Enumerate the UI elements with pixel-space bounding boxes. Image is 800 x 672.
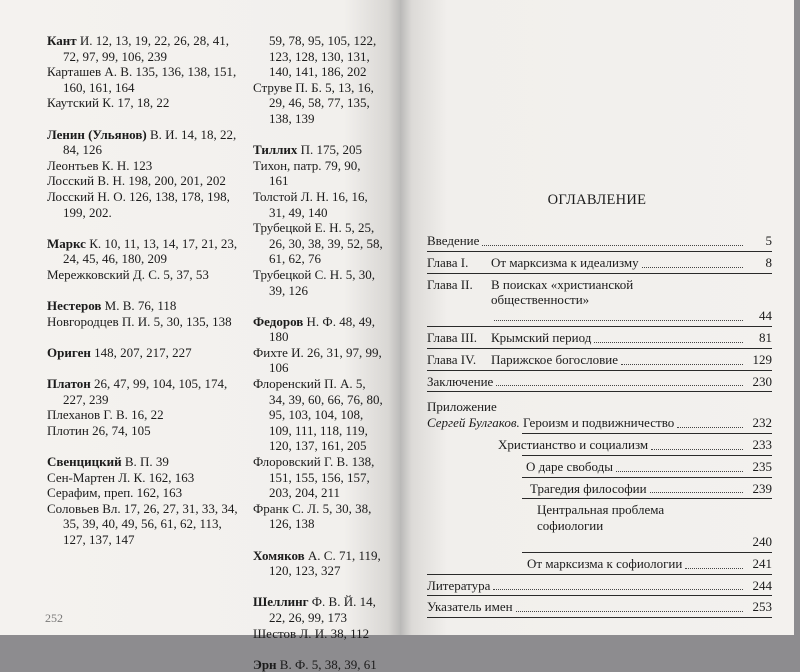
index-entry-name: Мережковский bbox=[47, 266, 130, 282]
dot-leader bbox=[677, 426, 743, 428]
dot-leader bbox=[516, 610, 743, 612]
index-gap bbox=[253, 532, 383, 548]
toc-entry-intro bbox=[427, 233, 772, 249]
index-entry bbox=[47, 423, 245, 439]
index-entry-pages: К. 17, 18, 22 bbox=[98, 95, 170, 111]
index-entry-pages: Г. В. 16, 22 bbox=[100, 407, 164, 423]
index-entry-name: Лосский bbox=[47, 173, 95, 189]
index-entry-name: Каутский bbox=[47, 95, 99, 111]
toc-entry-page: 240 bbox=[752, 533, 772, 549]
index-entry bbox=[253, 345, 383, 376]
index-entry bbox=[47, 236, 245, 267]
divider bbox=[427, 370, 772, 371]
divider bbox=[427, 251, 772, 252]
index-entry bbox=[253, 657, 383, 672]
chapter-title: От марксизма к идеализму bbox=[491, 254, 639, 270]
toc-chapter-2 bbox=[427, 277, 772, 324]
index-entry-pages: П. А. 5, 34, 39, 60, 66, 76, 80, 95, 103, 104, 108, 109, 111, 118, 119, 120, 137, 161, 205 bbox=[269, 376, 383, 454]
toc-chapter-3 bbox=[427, 330, 772, 346]
divider bbox=[427, 391, 772, 392]
index-entry-pages: Л. И. 38, 112 bbox=[296, 625, 370, 641]
index-entry bbox=[47, 189, 245, 220]
index-entry-name: Карташев bbox=[47, 64, 102, 80]
index-entry-name: Флоренский bbox=[253, 376, 321, 392]
index-entry-pages: Ф. В. Й. 14, 22, 26, 99, 173 bbox=[269, 594, 376, 625]
index-entry-name: Нестеров bbox=[47, 298, 102, 314]
toc-chapter-4 bbox=[427, 352, 772, 368]
divider bbox=[427, 348, 772, 349]
index-entry-pages: патр. 79, 90, 161 bbox=[269, 157, 361, 189]
dot-leader bbox=[621, 363, 743, 365]
chapter-number: Глава III. bbox=[427, 329, 478, 345]
toc-entry-label: Заключение bbox=[427, 373, 494, 389]
index-entry-pages: Е. Н. 5, 25, 26, 30, 38, 39, 52, 58, 61, 62, 76 bbox=[269, 220, 383, 267]
index-entry bbox=[47, 407, 245, 423]
toc-appendix-item-4 bbox=[427, 481, 772, 497]
divider bbox=[522, 552, 772, 553]
index-entry-name: Шеллинг bbox=[253, 594, 309, 610]
toc-title: ОГЛАВЛЕНИЕ bbox=[547, 192, 647, 208]
chapter-number: Глава I. bbox=[427, 254, 469, 270]
toc-appendix-item-3 bbox=[427, 459, 772, 475]
index-entry-pages: С. Н. 5, 30, 39, 126 bbox=[269, 266, 375, 298]
index-entry bbox=[47, 314, 245, 330]
index-entry bbox=[47, 64, 245, 95]
index-entry-name: Фихте bbox=[253, 344, 288, 360]
index-entry-name: Эрн bbox=[253, 656, 277, 672]
index-entry-name: Новгородцев bbox=[47, 313, 119, 329]
chapter-title: Крымский период bbox=[491, 329, 592, 345]
chapter-title: Парижское богословие bbox=[491, 351, 619, 367]
appendix-title: От марксизма к софиологии bbox=[527, 555, 683, 571]
chapter-number: Глава IV. bbox=[427, 351, 477, 367]
toc-entry-page: 235 bbox=[752, 458, 772, 474]
appendix-title: О даре свободы bbox=[526, 458, 613, 474]
index-entry-name: Свенцицкий bbox=[47, 454, 122, 470]
index-entry-name: Леонтьев bbox=[47, 157, 99, 173]
toc-appendix-item-6 bbox=[427, 556, 772, 572]
chapter-number: Глава II. bbox=[427, 276, 473, 292]
chapter-title: В поисках «христианской общественности» bbox=[491, 276, 634, 308]
index-entry-pages: К. Н. 123 bbox=[98, 157, 153, 173]
index-entry-pages: Д. С. 5, 37, 53 bbox=[129, 266, 209, 282]
index-entry-pages: А. В. 135, 136, 138, 151, 160, 161, 164 bbox=[63, 64, 237, 95]
index-entry-pages: П. 175, 205 bbox=[297, 142, 363, 158]
divider bbox=[427, 617, 772, 618]
index-entry bbox=[47, 345, 245, 361]
divider bbox=[427, 595, 772, 596]
index-entry-pages: Л. К. 162, 163 bbox=[114, 469, 195, 485]
appendix-label: Приложение bbox=[427, 399, 497, 415]
index-entry-name: Платон bbox=[47, 376, 91, 392]
index-entry-name: Федоров bbox=[253, 313, 304, 329]
index-entry-pages: Вл. 17, 26, 27, 31, 33, 34, 35, 39, 40, 49, 56, 61, 62, 113, 127, 137, 147 bbox=[63, 500, 238, 547]
index-entry-pages: Г. В. 138, 151, 155, 156, 157, 203, 204, 211 bbox=[269, 454, 375, 501]
toc-entry-label: Указатель имен bbox=[427, 599, 513, 615]
index-gap bbox=[253, 127, 383, 143]
divider bbox=[427, 326, 772, 327]
index-entry bbox=[253, 314, 383, 345]
index-entry-pages: И. 12, 13, 19, 22, 26, 28, 41, 72, 97, 99, 106, 239 bbox=[63, 33, 230, 64]
dot-leader bbox=[482, 244, 743, 246]
index-entry bbox=[253, 267, 383, 298]
index-entry-name: Шестов bbox=[253, 625, 297, 641]
appendix-title: Центральная проблема софиологии bbox=[537, 502, 665, 534]
index-gap bbox=[253, 579, 383, 595]
index-entry-name: Толстой bbox=[253, 188, 298, 204]
index-entry bbox=[253, 548, 383, 579]
index-entry bbox=[253, 594, 383, 625]
toc-entry-name-index bbox=[427, 599, 772, 615]
index-entry-name: Тиллих bbox=[253, 142, 298, 158]
index-entry bbox=[47, 376, 245, 407]
toc-entry-conclusion bbox=[427, 374, 772, 390]
index-gap bbox=[253, 298, 383, 314]
index-entry bbox=[47, 158, 245, 174]
index-entry bbox=[47, 298, 245, 314]
toc-entry-page: 5 bbox=[765, 233, 772, 248]
index-entry bbox=[47, 470, 245, 486]
index-entry bbox=[47, 501, 245, 548]
index-entry-pages: В. Ф. 5, 38, 39, 61 bbox=[276, 656, 377, 672]
toc-entry-literature bbox=[427, 578, 772, 594]
index-entry bbox=[253, 80, 383, 127]
index-entry bbox=[253, 142, 383, 158]
page-number: 252 bbox=[45, 611, 63, 625]
index-entry bbox=[253, 158, 383, 189]
dot-leader bbox=[594, 341, 743, 343]
appendix-title: Героизм и подвижничество bbox=[523, 415, 675, 431]
toc-appendix-item-1 bbox=[427, 415, 772, 431]
toc-entry-page: 81 bbox=[759, 329, 772, 345]
index-entry-pages: И. 26, 31, 97, 99, 106 bbox=[269, 344, 382, 376]
index-entry-pages: А. С. 71, 119, 120, 123, 327 bbox=[269, 547, 381, 579]
index-entry-name: Сен-Мартен bbox=[47, 469, 115, 485]
index-entry-pages: Н. О. 126, 138, 178, 198, 199, 202. bbox=[63, 188, 230, 220]
index-entry-name: Хомяков bbox=[253, 547, 305, 563]
index-entry-name: Трубецкой bbox=[253, 266, 312, 282]
index-gap bbox=[47, 283, 245, 299]
index-entry-name: Ориген bbox=[47, 344, 91, 360]
index-entry bbox=[47, 33, 245, 64]
index-entry-name: Флоровский bbox=[253, 454, 321, 470]
index-entry-pages: П. Б. 5, 13, 16, 29, 46, 58, 77, 135, 138, 139 bbox=[269, 79, 374, 126]
index-entry-pages: 148, 207, 217, 227 bbox=[90, 344, 192, 360]
contents-page bbox=[400, 0, 794, 635]
index-entry-name: Маркс bbox=[47, 235, 86, 251]
index-entry-pages: Н. Ф. 48, 49, 180 bbox=[269, 313, 375, 345]
toc-appendix-item-2 bbox=[427, 437, 772, 453]
index-gap bbox=[253, 641, 383, 657]
index-entry-name: Ленин (Ульянов) bbox=[47, 126, 147, 142]
dot-leader bbox=[616, 470, 743, 472]
divider bbox=[522, 477, 772, 478]
index-entry-pages: С. Л. 5, 30, 38, 126, 138 bbox=[269, 500, 372, 532]
index-entry bbox=[253, 626, 383, 642]
index-entry-name: Плотин bbox=[47, 422, 89, 438]
index-entry-pages: В. И. 14, 18, 22, 84, 126 bbox=[63, 126, 237, 158]
index-entry bbox=[47, 454, 245, 470]
index-entry-pages: преп. 162, 163 bbox=[100, 485, 183, 501]
dot-leader bbox=[642, 266, 743, 268]
index-entry bbox=[253, 376, 383, 454]
index-entry-name: Лосский bbox=[47, 188, 95, 204]
index-entry bbox=[47, 267, 245, 283]
toc-entry-page: 230 bbox=[752, 373, 772, 389]
index-entry-name: Трубецкой bbox=[253, 220, 312, 236]
index-entry bbox=[47, 173, 245, 189]
index-entry-name: Соловьев bbox=[47, 500, 99, 516]
index-entry bbox=[253, 501, 383, 532]
divider bbox=[522, 455, 772, 456]
divider bbox=[427, 273, 772, 274]
index-entry-pages: В. П. 39 bbox=[121, 454, 169, 470]
toc-chapter-1 bbox=[427, 255, 772, 271]
index-entry bbox=[47, 127, 245, 158]
index-entry bbox=[253, 220, 383, 267]
appendix-author: Сергей Булгаков. bbox=[427, 415, 520, 431]
toc-entry-page: 241 bbox=[752, 555, 772, 571]
index-gap bbox=[47, 111, 245, 127]
index-gap bbox=[47, 360, 245, 376]
toc-entry-page: 8 bbox=[765, 254, 772, 270]
toc-appendix-item-5 bbox=[427, 502, 772, 549]
table-of-contents bbox=[427, 233, 772, 621]
toc-entry-page: 239 bbox=[752, 480, 772, 496]
dot-leader bbox=[494, 319, 743, 321]
toc-entry-page: 232 bbox=[752, 415, 772, 431]
toc-entry-page: 253 bbox=[752, 599, 772, 615]
index-entry-name: Плеханов bbox=[47, 407, 101, 423]
dot-leader bbox=[685, 567, 743, 569]
index-column-left bbox=[47, 33, 245, 548]
toc-entry-page: 233 bbox=[752, 436, 772, 452]
toc-entry-page: 244 bbox=[752, 577, 772, 593]
appendix-title: Христианство и социализм bbox=[498, 436, 649, 452]
index-entry-pages: П. И. 5, 30, 135, 138 bbox=[118, 313, 232, 329]
dot-leader bbox=[493, 588, 743, 590]
index-entry-name: Тихон, bbox=[253, 157, 291, 173]
toc-entry-page: 44 bbox=[759, 308, 772, 324]
index-entry-name: Кант bbox=[47, 33, 77, 48]
index-entry bbox=[253, 454, 383, 501]
index-entry-pages: М. В. 76, 118 bbox=[101, 298, 177, 314]
index-entry-pages: В. Н. 198, 200, 201, 202 bbox=[94, 173, 226, 189]
index-entry-pages: К. 10, 11, 13, 14, 17, 21, 23, 24, 45, 46, 180, 209 bbox=[63, 235, 238, 267]
divider bbox=[427, 574, 772, 575]
index-entry-name: Серафим, bbox=[47, 485, 101, 501]
index-entry bbox=[47, 485, 245, 501]
toc-entry-page: 129 bbox=[752, 351, 772, 367]
index-entry-pages: 26, 74, 105 bbox=[88, 422, 151, 438]
index-entry bbox=[253, 33, 383, 80]
index-gap bbox=[47, 329, 245, 345]
index-entry bbox=[253, 189, 383, 220]
divider bbox=[522, 433, 772, 434]
index-column-right bbox=[253, 33, 383, 672]
index-entry-pages: 59, 78, 95, 105, 122, 123, 128, 130, 131, 140, 141, 186, 202 bbox=[269, 33, 377, 80]
appendix-title: Трагедия философии bbox=[530, 480, 647, 496]
index-gap bbox=[47, 438, 245, 454]
dot-leader bbox=[496, 384, 743, 386]
dot-leader bbox=[650, 491, 743, 493]
toc-entry-label: Введение bbox=[427, 233, 480, 248]
dot-leader bbox=[651, 448, 743, 450]
divider bbox=[522, 498, 772, 499]
index-entry-name: Франк bbox=[253, 500, 289, 516]
index-entry-pages: Л. Н. 16, 16, 31, 49, 140 bbox=[269, 188, 368, 220]
toc-entry-label: Литература bbox=[427, 577, 491, 593]
index-entry-pages: 26, 47, 99, 104, 105, 174, 227, 239 bbox=[63, 376, 228, 407]
index-entry-name: Струве bbox=[253, 79, 292, 95]
index-entry bbox=[47, 95, 245, 111]
index-gap bbox=[47, 220, 245, 236]
